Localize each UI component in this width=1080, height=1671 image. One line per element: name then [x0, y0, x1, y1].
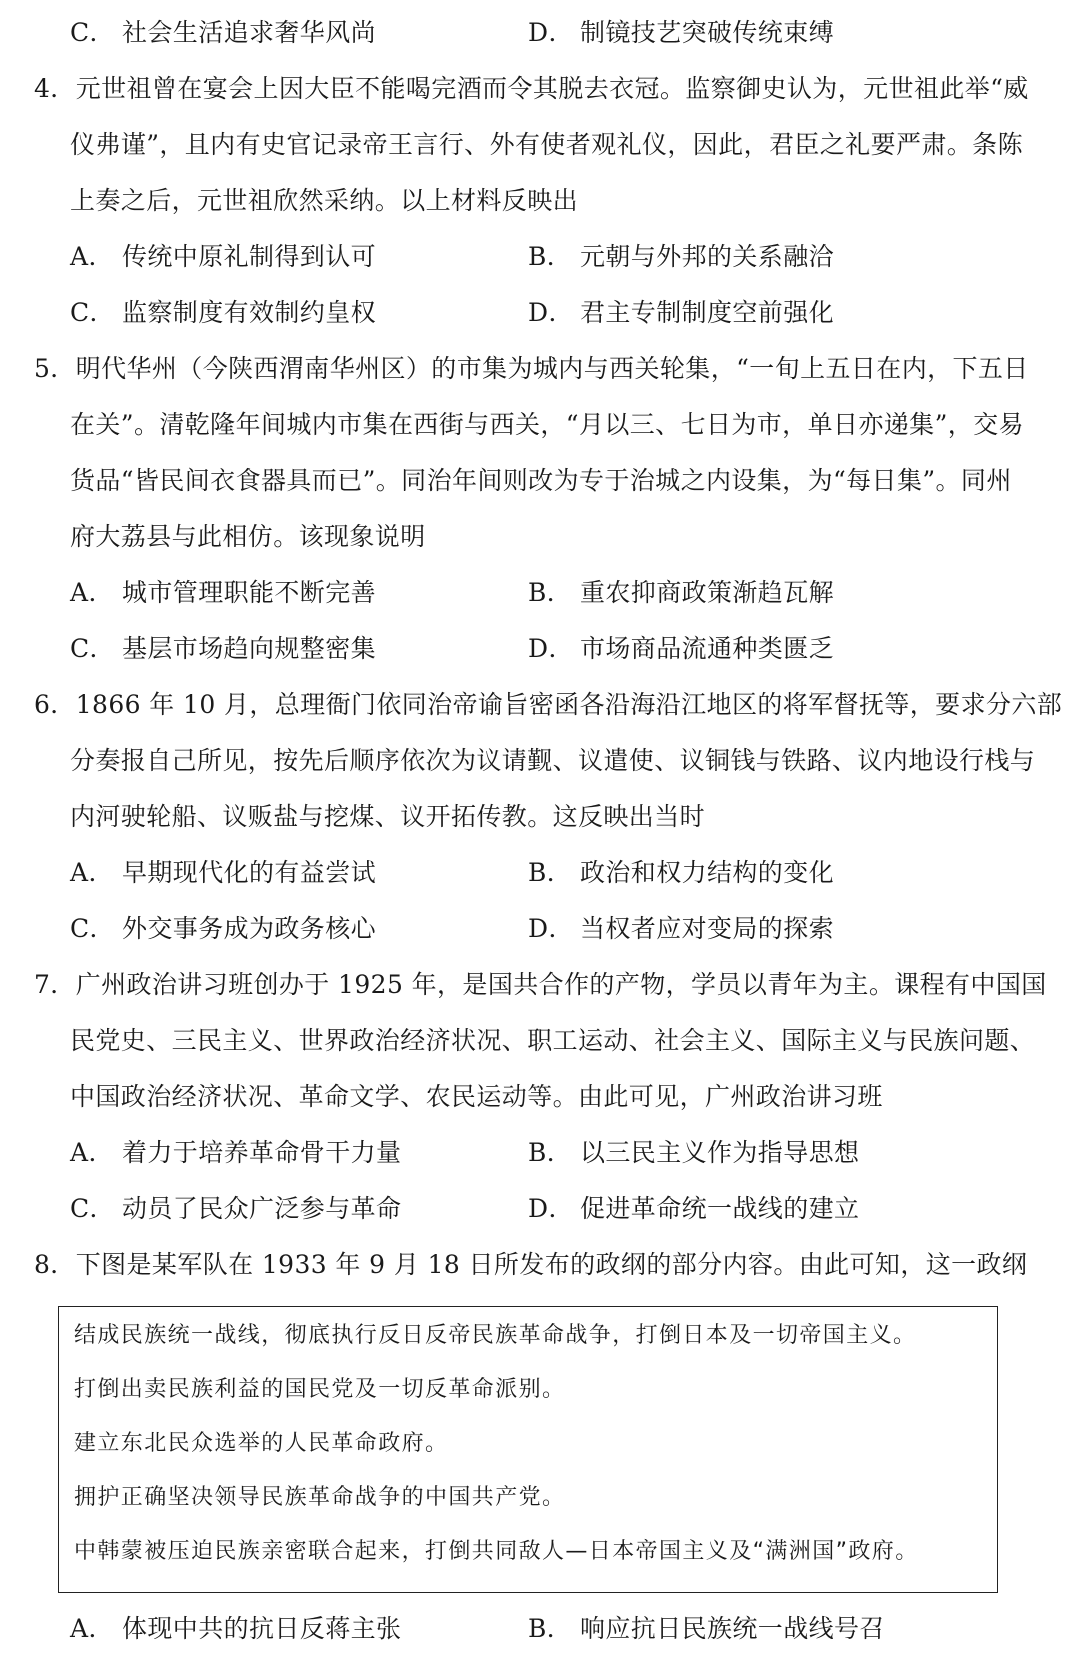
- option-text: 元朝与外邦的关系融洽: [580, 242, 835, 271]
- option-key: D．: [528, 634, 574, 663]
- option-key: C．: [70, 914, 115, 943]
- q4-stem-line: 仪弗谨”，且内有史官记录帝王言行、外有使者观礼仪，因此，君臣之礼要严肃。条陈: [70, 130, 1023, 159]
- q7-option-c[interactable]: [70, 1192, 401, 1226]
- option-text: 以三民主义作为指导思想: [580, 1138, 860, 1167]
- option-text: 外交事务成为政务核心: [122, 914, 377, 943]
- q5-option-b[interactable]: [528, 576, 834, 610]
- box-line: 打倒出卖民族利益的国民党及一切反革命派别。: [74, 1377, 566, 1402]
- option-text: 君主专制制度空前强化: [580, 298, 835, 327]
- option-key: C．: [70, 1194, 115, 1223]
- q6-stem-line: 分奏报自己所见，按先后顺序依次为议请觐、议遣使、议铜钱与铁路、议内地设行栈与: [70, 746, 1036, 775]
- option-text: 制镜技艺突破传统束缚: [580, 18, 835, 47]
- q8-document-box: [58, 1306, 998, 1593]
- option-text: 城市管理职能不断完善: [122, 578, 377, 607]
- option-key: C．: [70, 634, 115, 663]
- box-line: 结成民族统一战线，彻底执行反日反帝民族革命战争，打倒日本及一切帝国主义。: [74, 1323, 917, 1348]
- option-key: A．: [70, 1614, 114, 1643]
- option-key: D．: [528, 18, 574, 47]
- q7-option-b[interactable]: [528, 1136, 859, 1170]
- q4-stem-line: 4．元世祖曾在宴会上因大臣不能喝完酒而令其脱去衣冠。监察御史认为，元世祖此举“威: [34, 74, 1029, 103]
- option-text: 基层市场趋向规整密集: [122, 634, 377, 663]
- q4-option-a[interactable]: [70, 240, 376, 274]
- q7-stem-line: 7．广州政治讲习班创办于 1925 年，是国共合作的产物，学员以青年为主。课程有中国国: [34, 970, 1047, 999]
- option-key: D．: [528, 914, 574, 943]
- option-text: 早期现代化的有益尝试: [122, 858, 377, 887]
- option-text: 市场商品流通种类匮乏: [580, 634, 835, 663]
- q7-option-a[interactable]: [70, 1136, 401, 1170]
- q5-option-c[interactable]: [70, 632, 376, 666]
- option-text: 体现中共的抗日反蒋主张: [122, 1614, 402, 1643]
- option-text: 政治和权力结构的变化: [580, 858, 835, 887]
- option-key: C．: [70, 18, 115, 47]
- q6-option-d[interactable]: [528, 912, 834, 946]
- option-text: 重农抑商政策渐趋瓦解: [580, 578, 835, 607]
- option-key: B．: [528, 578, 573, 607]
- q5-stem-line: 货品“皆民间衣食器具而已”。同治年间则改为专于治城之内设集，为“每日集”。同州: [70, 466, 1012, 495]
- box-line: 中韩蒙被压迫民族亲密联合起来，打倒共同敌人—日本帝国主义及“满洲国”政府。: [74, 1539, 919, 1564]
- q6-stem-line: 6．1866 年 10 月，总理衙门依同治帝谕旨密函各沿海沿江地区的将军督抚等，要求分六部: [34, 690, 1063, 719]
- option-text: 促进革命统一战线的建立: [580, 1194, 860, 1223]
- q8-stem-line: 8．下图是某军队在 1933 年 9 月 18 日所发布的政纲的部分内容。由此可知，这一政纲: [34, 1250, 1028, 1279]
- q7-stem-line: 中国政治经济状况、革命文学、农民运动等。由此可见，广州政治讲习班: [70, 1082, 883, 1111]
- q5-stem-line: 府大荔县与此相仿。该现象说明: [70, 522, 426, 551]
- q6-option-c[interactable]: [70, 912, 376, 946]
- option-key: A．: [70, 858, 114, 887]
- q7-option-d[interactable]: [528, 1192, 859, 1226]
- q8-option-a[interactable]: [70, 1612, 401, 1646]
- option-key: B．: [528, 1138, 573, 1167]
- option-key: A．: [70, 242, 114, 271]
- q4-stem-line: 上奏之后，元世祖欣然采纳。以上材料反映出: [70, 186, 579, 215]
- q5-option-d[interactable]: [528, 632, 834, 666]
- q5-stem-line: 5．明代华州（今陕西渭南华州区）的市集为城内与西关轮集，“一旬上五日在内，下五日: [34, 354, 1029, 383]
- q5-stem-line: 在关”。清乾隆年间城内市集在西街与西关，“月以三、七日为市，单日亦递集”，交易: [70, 410, 1024, 439]
- option-text: 社会生活追求奢华风尚: [122, 18, 377, 47]
- q6-option-a[interactable]: [70, 856, 376, 890]
- q4-option-c[interactable]: [70, 296, 376, 330]
- q3-option-c[interactable]: [70, 16, 376, 50]
- option-key: B．: [528, 242, 573, 271]
- option-text: 动员了民众广泛参与革命: [122, 1194, 402, 1223]
- option-key: A．: [70, 1138, 114, 1167]
- q5-option-a[interactable]: [70, 576, 376, 610]
- box-line: 拥护正确坚决领导民族革命战争的中国共产党。: [74, 1485, 566, 1510]
- option-text: 当权者应对变局的探索: [580, 914, 835, 943]
- q4-option-d[interactable]: [528, 296, 834, 330]
- option-text: 传统中原礼制得到认可: [122, 242, 377, 271]
- box-line: 建立东北民众选举的人民革命政府。: [74, 1431, 449, 1456]
- option-text: 着力于培养革命骨干力量: [122, 1138, 402, 1167]
- q6-option-b[interactable]: [528, 856, 834, 890]
- option-key: B．: [528, 1614, 573, 1643]
- option-key: A．: [70, 578, 114, 607]
- q4-option-b[interactable]: [528, 240, 834, 274]
- q8-option-b[interactable]: [528, 1612, 885, 1646]
- option-text: 响应抗日民族统一战线号召: [580, 1614, 885, 1643]
- q3-option-d[interactable]: [528, 16, 834, 50]
- option-text: 监察制度有效制约皇权: [122, 298, 377, 327]
- option-key: D．: [528, 298, 574, 327]
- q6-stem-line: 内河驶轮船、议贩盐与挖煤、议开拓传教。这反映出当时: [70, 802, 706, 831]
- option-key: D．: [528, 1194, 574, 1223]
- option-key: C．: [70, 298, 115, 327]
- option-key: B．: [528, 858, 573, 887]
- q7-stem-line: 民党史、三民主义、世界政治经济状况、职工运动、社会主义、国际主义与民族问题、: [70, 1026, 1036, 1055]
